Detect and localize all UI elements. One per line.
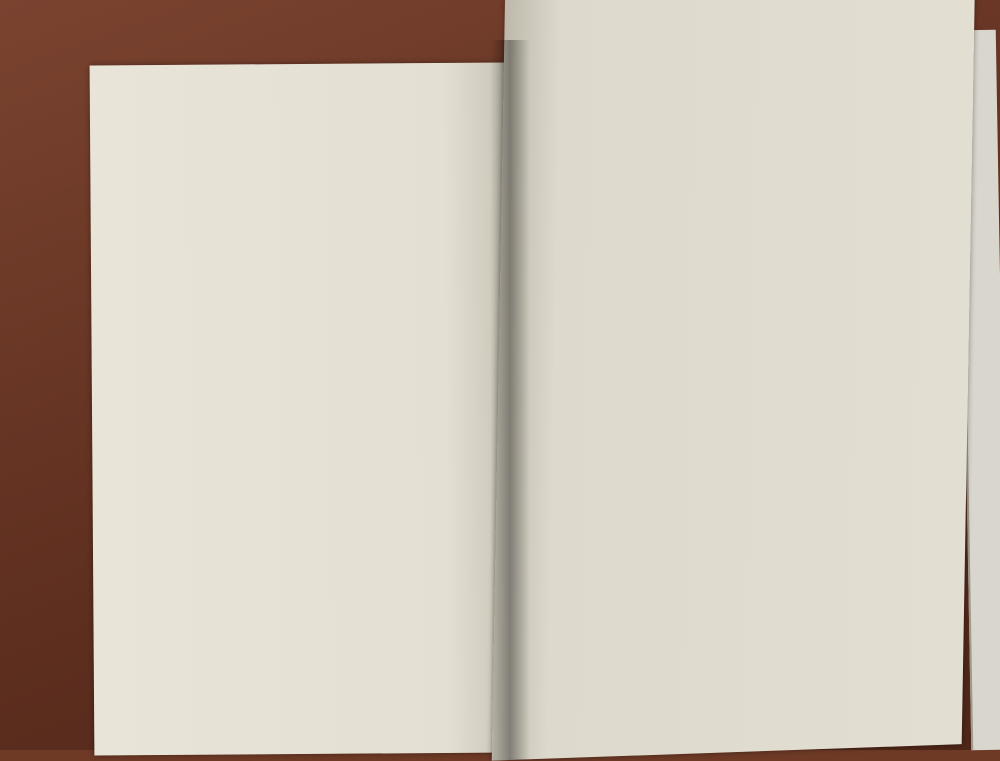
right-page: [492, 0, 975, 761]
left-toc: [130, 93, 482, 95]
right-toc: [523, 0, 943, 5]
left-page: [90, 63, 511, 756]
book-spine: [490, 40, 530, 760]
